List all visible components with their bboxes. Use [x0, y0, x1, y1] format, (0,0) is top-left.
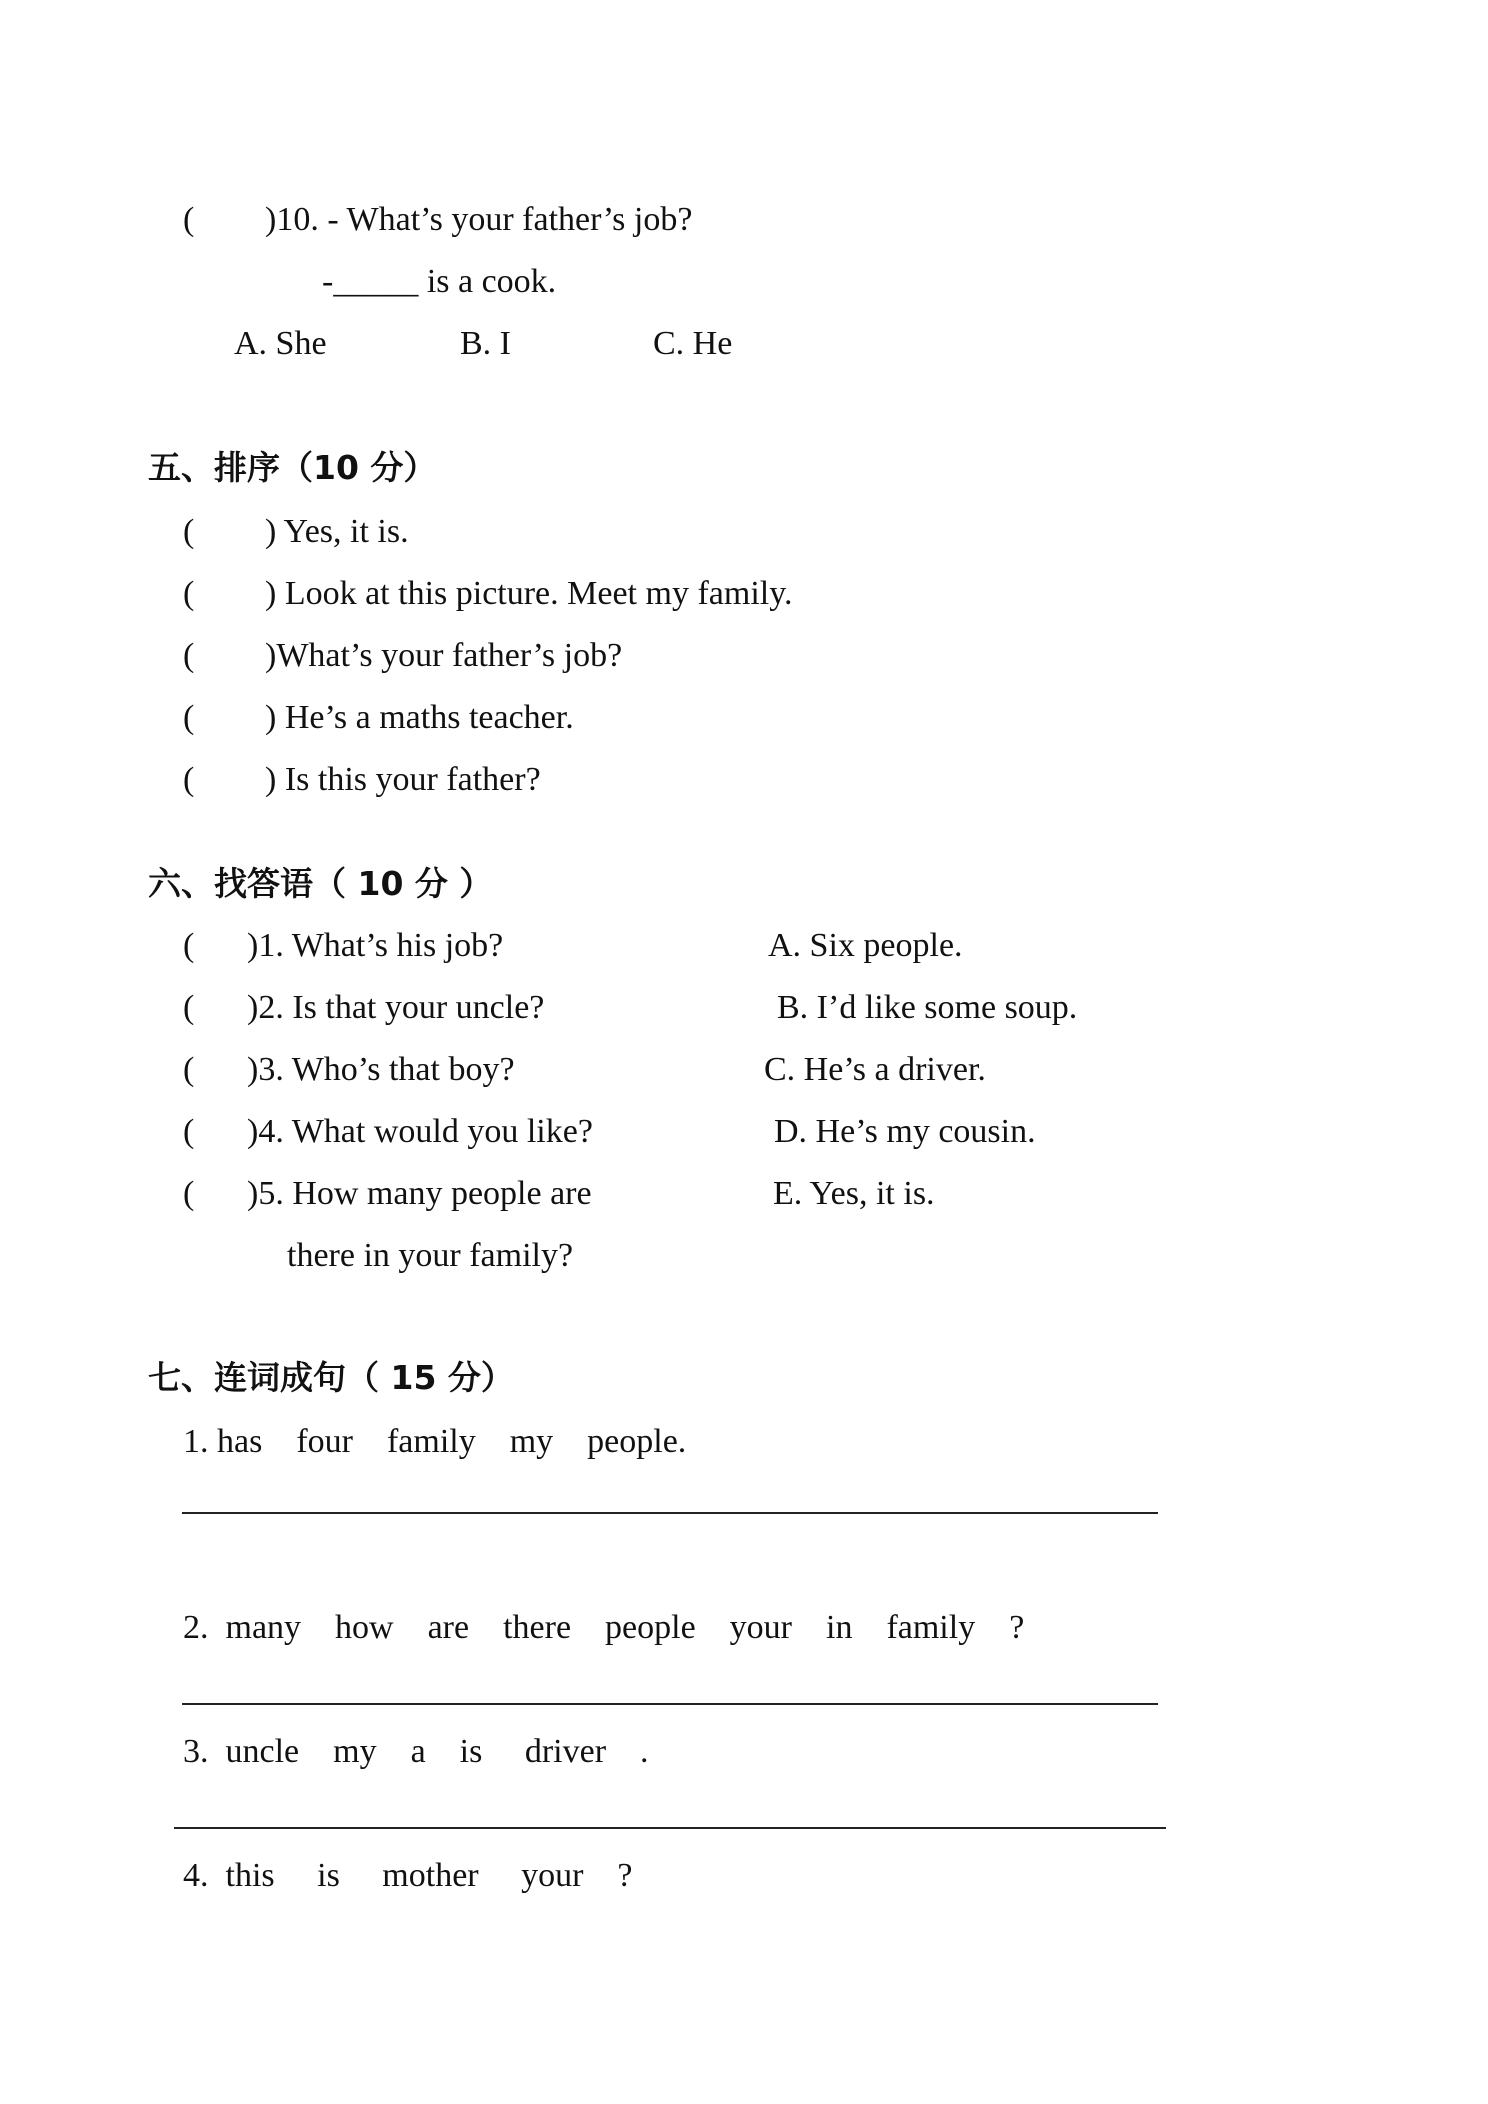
q10-answer: -_____ is a cook.	[322, 263, 557, 300]
q10-question: )10. - What’s your father’s job?	[265, 201, 693, 238]
s5-item-3: )What’s your father’s job?	[265, 637, 623, 674]
s5-paren-2: (	[183, 575, 195, 612]
s7-item-2: 2. many how are there people your in family ?	[183, 1609, 1025, 1646]
s6-answer-e: E. Yes, it is.	[773, 1175, 935, 1212]
s6-question-3: )3. Who’s that boy?	[247, 1051, 515, 1088]
s5-item-1: ) Yes, it is.	[265, 513, 409, 550]
s5-paren-5: (	[183, 761, 195, 798]
s6-paren-3: (	[183, 1051, 195, 1088]
s5-paren-3: (	[183, 637, 195, 674]
s7-item-4: 4. this is mother your ?	[183, 1857, 633, 1894]
s7-item-3: 3. uncle my a is driver .	[183, 1733, 649, 1770]
s6-paren-1: (	[183, 927, 195, 964]
q10-option-a: A. She	[234, 325, 327, 362]
s5-paren-4: (	[183, 699, 195, 736]
s6-paren-2: (	[183, 989, 195, 1026]
s7-item-1: 1. has four family my people.	[183, 1423, 687, 1460]
s6-question-5-cont: there in your family?	[287, 1237, 574, 1274]
s6-answer-b: B. I’d like some soup.	[777, 989, 1078, 1026]
s6-paren-5: (	[183, 1175, 195, 1212]
s5-item-4: ) He’s a maths teacher.	[265, 699, 574, 736]
section5-title: 五、排序（10 分）	[148, 448, 437, 487]
s6-answer-a: A. Six people.	[768, 927, 963, 964]
s6-question-5: )5. How many people are	[247, 1175, 592, 1212]
q10-open-paren: (	[183, 201, 195, 238]
s5-paren-1: (	[183, 513, 195, 550]
s6-answer-c: C. He’s a driver.	[764, 1051, 986, 1088]
s5-item-5: ) Is this your father?	[265, 761, 541, 798]
s6-paren-4: (	[183, 1113, 195, 1150]
s7-answer-line-3	[174, 1827, 1166, 1829]
s7-answer-line-2	[182, 1703, 1158, 1705]
s6-question-2: )2. Is that your uncle?	[247, 989, 545, 1026]
s6-answer-d: D. He’s my cousin.	[774, 1113, 1036, 1150]
s7-answer-line-1	[182, 1512, 1158, 1514]
q10-option-c: C. He	[653, 325, 733, 362]
section6-title: 六、找答语（ 10 分 ）	[148, 864, 493, 903]
s6-question-1: )1. What’s his job?	[247, 927, 504, 964]
s6-question-4: )4. What would you like?	[247, 1113, 593, 1150]
s5-item-2: ) Look at this picture. Meet my family.	[265, 575, 793, 612]
section7-title: 七、连词成句（ 15 分）	[148, 1358, 514, 1397]
q10-option-b: B. I	[460, 325, 511, 362]
